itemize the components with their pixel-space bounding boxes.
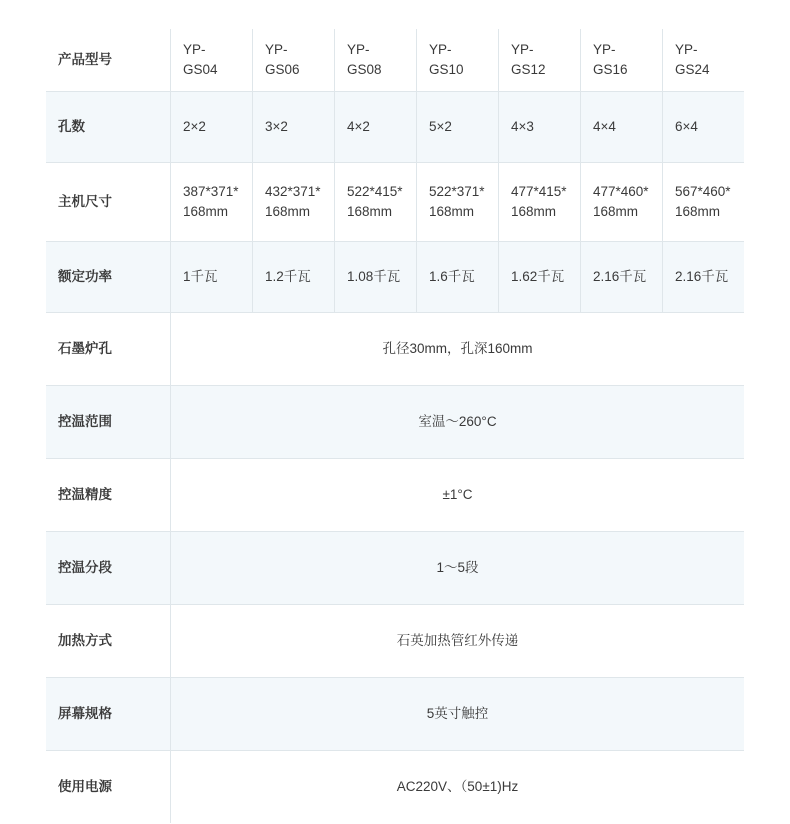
table-cell: 477*415*168mm (499, 163, 581, 242)
table-cell: 1.6千瓦 (417, 242, 499, 313)
table-cell: 孔径30mm，孔深160mm (171, 313, 745, 386)
table-cell: 2.16千瓦 (663, 242, 745, 313)
row-label: 额定功率 (46, 242, 171, 313)
row-label: 屏幕规格 (46, 678, 171, 751)
table-cell: 1.08千瓦 (335, 242, 417, 313)
table-cell: YP-GS06 (253, 29, 335, 92)
table-cell: 567*460*168mm (663, 163, 745, 242)
table-cell: 4×3 (499, 92, 581, 163)
specification-table-container (45, 28, 745, 824)
table-row (46, 678, 745, 751)
row-label: 加热方式 (46, 605, 171, 678)
table-row (46, 605, 745, 678)
table-cell: YP-GS10 (417, 29, 499, 92)
table-row (46, 163, 745, 242)
specification-table (45, 28, 745, 824)
row-label: 孔数 (46, 92, 171, 163)
table-row (46, 532, 745, 605)
table-cell: ±1°C (171, 459, 745, 532)
table-cell: 387*371*168mm (171, 163, 253, 242)
table-cell: 石英加热管红外传递 (171, 605, 745, 678)
row-label: 控温范围 (46, 386, 171, 459)
table-cell: 室温～260°C (171, 386, 745, 459)
table-cell: 1.62千瓦 (499, 242, 581, 313)
table-cell: YP-GS16 (581, 29, 663, 92)
table-cell: 522*371*168mm (417, 163, 499, 242)
table-row (46, 29, 745, 92)
table-row (46, 242, 745, 313)
row-label: 石墨炉孔 (46, 313, 171, 386)
table-cell: AC220V、（50±1)Hz (171, 751, 745, 824)
table-cell: YP-GS24 (663, 29, 745, 92)
table-cell: 2×2 (171, 92, 253, 163)
table-cell: YP-GS08 (335, 29, 417, 92)
table-cell: 1千瓦 (171, 242, 253, 313)
table-cell: 1.2千瓦 (253, 242, 335, 313)
specification-table-body (46, 29, 745, 824)
table-cell: 1～5段 (171, 532, 745, 605)
table-cell: 4×4 (581, 92, 663, 163)
table-row (46, 92, 745, 163)
table-cell: 432*371*168mm (253, 163, 335, 242)
table-cell: 6×4 (663, 92, 745, 163)
table-cell: 4×2 (335, 92, 417, 163)
table-row (46, 459, 745, 532)
row-label: 控温精度 (46, 459, 171, 532)
table-row (46, 751, 745, 824)
table-cell: 3×2 (253, 92, 335, 163)
table-cell: 5英寸触控 (171, 678, 745, 751)
table-cell: 5×2 (417, 92, 499, 163)
row-label: 产品型号 (46, 29, 171, 92)
row-label: 控温分段 (46, 532, 171, 605)
row-label: 使用电源 (46, 751, 171, 824)
table-cell: 477*460*168mm (581, 163, 663, 242)
table-cell: YP-GS04 (171, 29, 253, 92)
table-row (46, 313, 745, 386)
table-cell: 522*415*168mm (335, 163, 417, 242)
table-row (46, 386, 745, 459)
table-cell: YP-GS12 (499, 29, 581, 92)
table-cell: 2.16千瓦 (581, 242, 663, 313)
row-label: 主机尺寸 (46, 163, 171, 242)
